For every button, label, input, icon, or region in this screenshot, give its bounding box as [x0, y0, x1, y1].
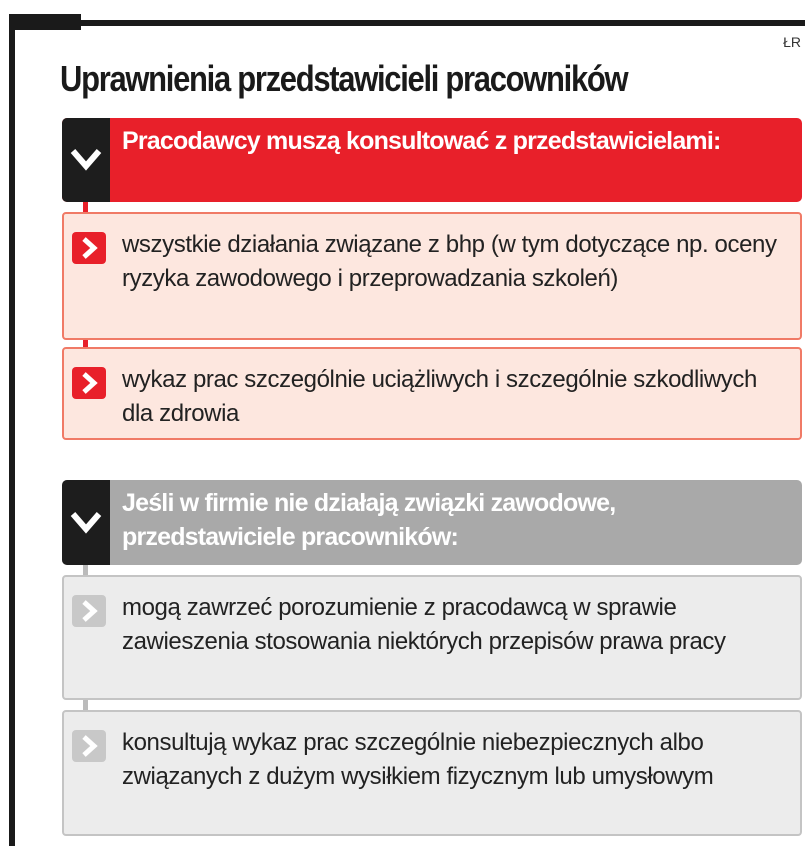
chevron-down-icon: [62, 480, 110, 565]
author-credit: ŁR: [783, 34, 801, 50]
list-item-text: wszystkie działania związane z bhp (w tym dotyczące np. oceny ryzyka zawodowego i przeprowadzania szkoleń): [122, 231, 777, 292]
infographic-title: Uprawnienia przedstawicieli pracowników: [60, 58, 628, 99]
list-item: [62, 347, 802, 440]
chevron-right-icon: [72, 595, 106, 627]
frame-top-line: [70, 20, 805, 26]
list-item-text: konsultują wykaz prac szczególnie niebezpiecznych albo związanych z dużym wysiłkiem fizycznym lub umysłowym: [122, 729, 714, 790]
chevron-right-icon: [72, 730, 106, 762]
section-header-representatives: [62, 480, 802, 565]
list-item-text: wykaz prac szczególnie uciążliwych i szczególnie szkodliwych dla zdrowia: [122, 366, 757, 427]
list-item: [62, 710, 802, 836]
chevron-right-icon: [72, 367, 106, 399]
list-item: [62, 212, 802, 340]
section-header-text: Pracodawcy muszą konsultować z przedstawicielami:: [122, 127, 721, 155]
frame-vertical-line: [9, 16, 15, 846]
section-header-employers: [62, 118, 802, 202]
chevron-down-icon: [62, 118, 110, 202]
section-header-text: Jeśli w firmie nie działają związki zawodowe, przedstawiciele pracowników:: [122, 489, 616, 551]
chevron-right-icon: [72, 232, 106, 264]
list-item-text: mogą zawrzeć porozumienie z pracodawcą w sprawie zawieszenia stosowania niektórych przepisów prawa pracy: [122, 594, 726, 655]
list-item: [62, 575, 802, 700]
